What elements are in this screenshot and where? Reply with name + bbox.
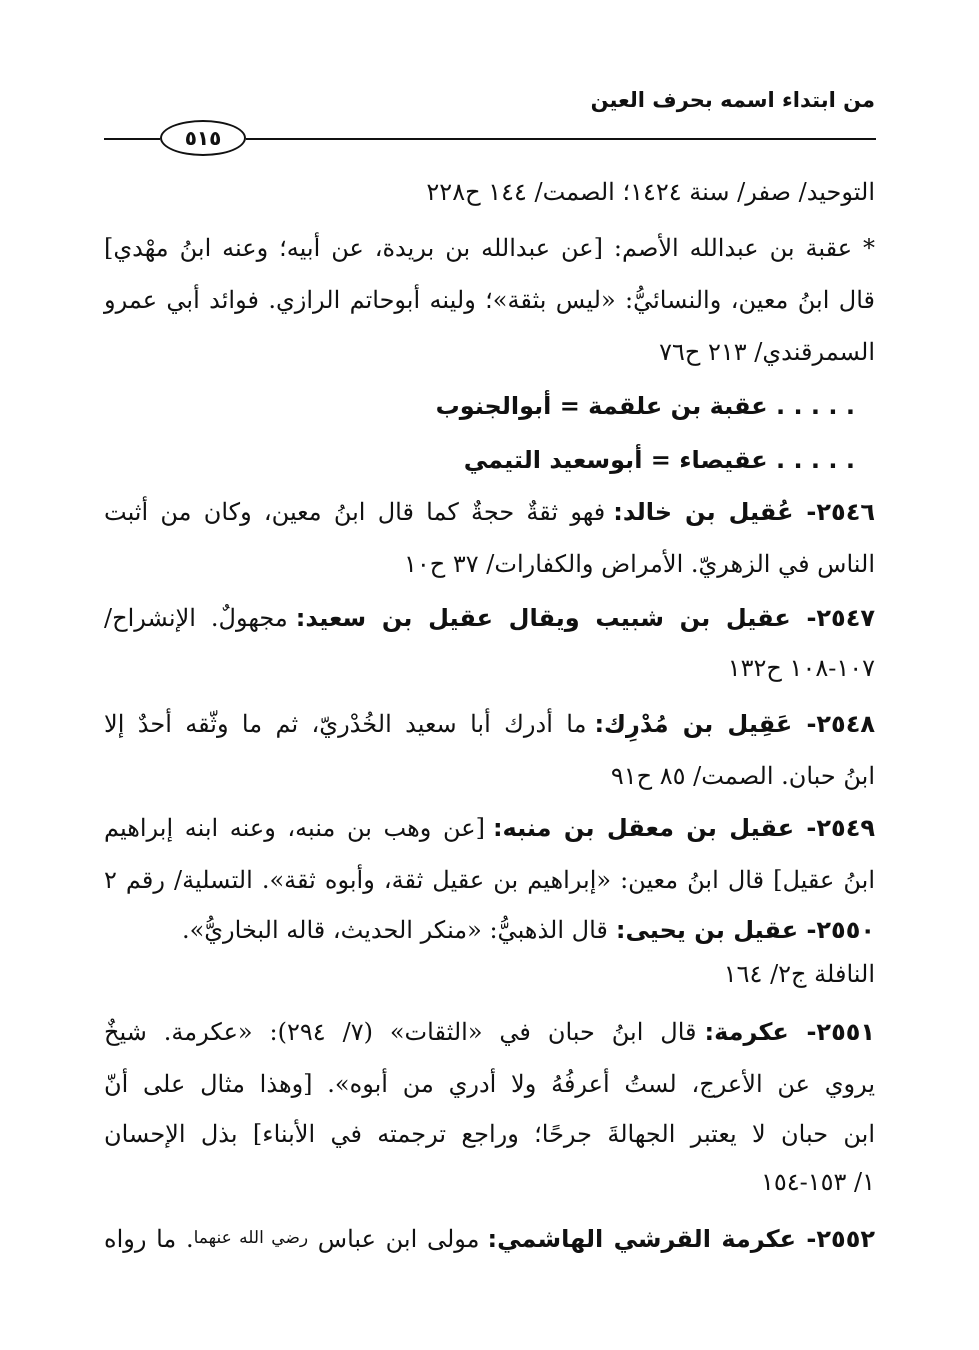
entry-2550-text: قال الذهبيُّ: «منكر الحديث، قاله البخاريُّ». [181, 916, 608, 944]
entry-2548-line-1 [104, 708, 875, 740]
entry-2550-line-1 [182, 914, 875, 946]
entry-2551-text: قال ابنُ حبان في «الثقات» (٧/ ٢٩٤): «عكرمة. شيخٌ [104, 1018, 697, 1046]
entry-2552-heading: ٢٥٥٢- عكرمة القرشي الهاشمي: [487, 1225, 875, 1253]
entry-2547-heading: ٢٥٤٧- عقيل بن شبيب ويقال عقيل بن سعيد: [295, 604, 875, 632]
entry-2551-line-1 [104, 1016, 875, 1048]
entry-aqaba-line-1: * عقبة بن عبدالله الأصم: [عن عبدالله بن بريدة، عن أبيه؛ وعنه ابنُ مهْدي] [104, 234, 875, 262]
entry-2548-text: ما أدرك أبا سعيد الخُدْريّ، ثم ما وثّقه أحدٌ إلا [104, 710, 587, 738]
entry-2549-line-2: ابنُ عقيل] قال ابنُ معين: «إبراهيم بن عقيل ثقة، وأبوه ثقة». التسلية/ رقم ٢ [104, 866, 875, 894]
header-rule-right [246, 138, 876, 140]
entry-aqaba-line-3: السمرقندي/ ٢١٣ ح٧٦ [659, 338, 875, 366]
header-rule-left [104, 138, 160, 140]
entry-2551-heading: ٢٥٥١- عكرمة: [704, 1018, 876, 1046]
entry-2552-line-1 [104, 1222, 875, 1255]
entry-2550-line-2: النافلة ج٢/ ١٦٤ [723, 960, 875, 988]
entry-2547-line-2: ١٠٧-١٠٨ ح١٣٢ [727, 654, 875, 682]
entry-2551-line-3: ابن حبان لا يعتبر الجهالةَ جرحًا؛ وراجع ترجمته في الأبناء] بذل الإحسان [104, 1120, 875, 1148]
entry-2547-line-1 [104, 602, 875, 634]
entry-2547-text: مجهولٌ. الإنشراح/ [104, 604, 288, 632]
entry-2549-line-1 [104, 812, 875, 844]
entry-aqaba-line-2: قال ابنُ معين، والنسائيُّ: «ليس بثقة»؛ ولينه أبوحاتم الرازي. فوائد أبي عمرو [104, 286, 875, 314]
page-number-badge: ٥١٥ [160, 120, 246, 156]
entry-2546-heading: ٢٥٤٦- عُقيل بن خالد: [613, 498, 875, 526]
entry-2549-heading: ٢٥٤٩- عقيل بن معقل بن منبه: [492, 814, 875, 842]
entry-2550-heading: ٢٥٥٠- عقيل بن يحيى: [615, 916, 875, 944]
cross-reference-aqaba-alqama: . . . . . عقبة بن علقمة = أبوالجنوب [435, 392, 855, 420]
entry-2552-text-end: . ما رواه [104, 1225, 194, 1253]
entry-2548-heading: ٢٥٤٨- عَقِيل بن مُدْرِك: [594, 710, 875, 738]
entry-2546-line-2: الناس في الزهريّ. الأمراض والكفارات/ ٣٧ ح١٠ [403, 550, 875, 578]
entry-2552-text: مولى ابن عباس [317, 1225, 480, 1253]
entry-2548-line-2: ابنُ حبان. الصمت/ ٨٥ ح٩١ [610, 762, 875, 790]
running-title: من ابتداء اسمه بحرف العين [590, 88, 875, 112]
entry-2549-text: [عن وهب بن منبه، وعنه ابنه إبراهيم [104, 814, 485, 842]
intro-reference-line: التوحيد/ صفر/ سنة ١٤٢٤؛ الصمت/ ١٤٤ ح٢٢٨ [426, 178, 875, 206]
entry-2551-line-4: ١/ ١٥٣-١٥٤ [760, 1168, 875, 1196]
entry-2551-line-2: يروي عن الأعرج، لستُ أعرفُهُ ولا أدري من أبوه». [وهذا مثال على أنّ [104, 1070, 875, 1098]
cross-reference-uqaysa: . . . . . عقيصاء = أبوسعيد التيمي [463, 446, 855, 474]
entry-2546-line-1 [104, 496, 875, 528]
honorific-ligature: رضي الله عنهما [193, 1228, 309, 1248]
entry-2546-text: فهو ثقةٌ حجةٌ كما قال ابنُ معين، وكان من أثبت [104, 498, 606, 526]
